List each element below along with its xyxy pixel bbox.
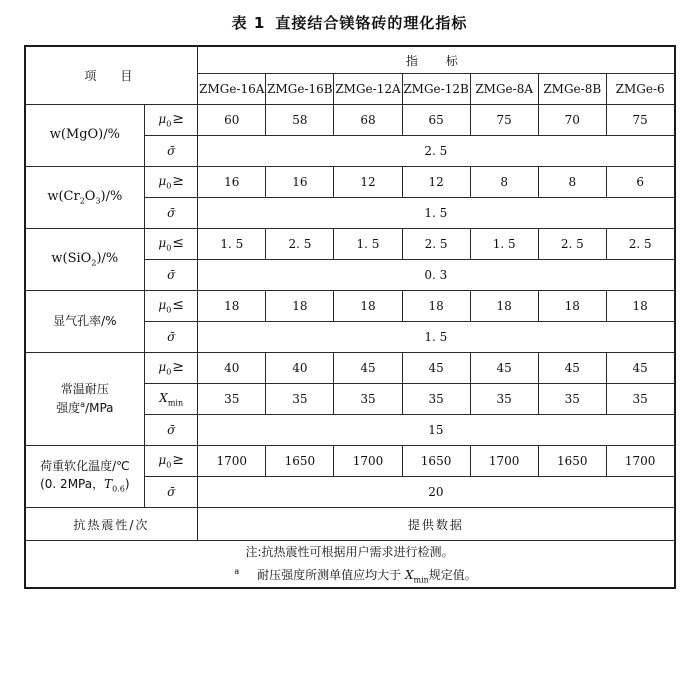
row-label-text: $w(Cr_2O_3)/\%$ bbox=[47, 189, 123, 206]
row-label-cr2o3 bbox=[25, 167, 145, 229]
cell-value: 12 bbox=[402, 167, 470, 198]
cell-value: 1. 5 bbox=[198, 229, 266, 260]
cell-value: 18 bbox=[266, 291, 334, 322]
header-grade-7: ZMGe-6 bbox=[606, 74, 674, 105]
cell-value: 35 bbox=[198, 384, 266, 415]
table-number: 表 1 bbox=[231, 14, 266, 32]
row-label-text: 显气孔率/% bbox=[53, 314, 117, 329]
cell-value: 45 bbox=[334, 353, 402, 384]
stat-symbol-mu-ge: $\mu_0\ge$ bbox=[145, 167, 198, 198]
cell-value: 18 bbox=[402, 291, 470, 322]
stat-symbol-sigma: σ̄ bbox=[145, 415, 198, 446]
stat-symbol-sigma: σ̄ bbox=[145, 477, 198, 508]
table-row bbox=[25, 446, 675, 477]
cell-value: 75 bbox=[470, 105, 538, 136]
table-row bbox=[25, 291, 675, 322]
header-grade-6: ZMGe-8B bbox=[538, 74, 606, 105]
cell-value: 65 bbox=[402, 105, 470, 136]
cell-value: 1650 bbox=[266, 446, 334, 477]
cell-value: 35 bbox=[266, 384, 334, 415]
row-label-sio2 bbox=[25, 229, 145, 291]
cell-value: 6 bbox=[606, 167, 674, 198]
cell-value: 75 bbox=[606, 105, 674, 136]
note-line-1: 注:抗热震性可根据用户需求进行检测。 bbox=[245, 545, 454, 559]
cell-value: 45 bbox=[606, 353, 674, 384]
cell-value: 40 bbox=[266, 353, 334, 384]
cell-value-sigma: 0. 3 bbox=[198, 260, 675, 291]
row-label-text: w(SiO$_2$)/% bbox=[51, 251, 119, 268]
stat-symbol-mu-le: $\mu_0\le$ bbox=[145, 229, 198, 260]
row-label-line2: 强度$^a$/MPa bbox=[56, 400, 114, 415]
cell-value: 35 bbox=[470, 384, 538, 415]
header-grade-5: ZMGe-8A bbox=[470, 74, 538, 105]
cell-value: 1. 5 bbox=[334, 229, 402, 260]
cell-value: 58 bbox=[266, 105, 334, 136]
table-head bbox=[25, 46, 675, 105]
cell-value-sigma: 2. 5 bbox=[198, 136, 675, 167]
row-label-line1: 荷重软化温度/℃ bbox=[40, 458, 130, 473]
cell-value: 35 bbox=[606, 384, 674, 415]
cell-value: 16 bbox=[266, 167, 334, 198]
cell-value: 1700 bbox=[334, 446, 402, 477]
cell-value: 35 bbox=[538, 384, 606, 415]
cell-value: 18 bbox=[334, 291, 402, 322]
row-label-mgo bbox=[25, 105, 145, 167]
row-label-thermal-shock: 抗热震性/次 bbox=[25, 508, 198, 541]
cell-value: 2. 5 bbox=[266, 229, 334, 260]
stat-symbol-sigma: σ̄ bbox=[145, 136, 198, 167]
row-label-text: w(MgO)/% bbox=[49, 127, 120, 143]
header-row-group bbox=[25, 46, 675, 74]
cell-value: 68 bbox=[334, 105, 402, 136]
cell-value: 16 bbox=[198, 167, 266, 198]
cell-value: 12 bbox=[334, 167, 402, 198]
stat-symbol-sigma: σ̄ bbox=[145, 198, 198, 229]
row-label-line2: (0. 2MPa，$T_{0.6}$) bbox=[40, 477, 130, 494]
table-notes bbox=[25, 541, 675, 589]
table-row bbox=[25, 105, 675, 136]
cell-value-sigma: 20 bbox=[198, 477, 675, 508]
stat-symbol-sigma: σ̄ bbox=[145, 322, 198, 353]
cell-value: 70 bbox=[538, 105, 606, 136]
stat-symbol-xmin: $X_{min}$ bbox=[145, 384, 198, 415]
table-row bbox=[25, 353, 675, 384]
cell-value: 18 bbox=[606, 291, 674, 322]
cell-value: 1650 bbox=[402, 446, 470, 477]
cell-value-sigma: 1. 5 bbox=[198, 198, 675, 229]
cell-value: 18 bbox=[198, 291, 266, 322]
cell-value: 18 bbox=[538, 291, 606, 322]
cell-value-sigma: 1. 5 bbox=[198, 322, 675, 353]
header-grade-2: ZMGe-16B bbox=[266, 74, 334, 105]
cell-value: 18 bbox=[470, 291, 538, 322]
table-title bbox=[0, 0, 699, 45]
table-row bbox=[25, 229, 675, 260]
cell-value: 1. 5 bbox=[470, 229, 538, 260]
header-index-group: 指 标 bbox=[198, 46, 675, 74]
cell-value: 8 bbox=[470, 167, 538, 198]
cell-value: 35 bbox=[402, 384, 470, 415]
cell-value: 1700 bbox=[606, 446, 674, 477]
cell-value: 2. 5 bbox=[402, 229, 470, 260]
row-label-refractoriness-under-load bbox=[25, 446, 145, 508]
cell-value: 35 bbox=[334, 384, 402, 415]
header-grade-1: ZMGe-16A bbox=[198, 74, 266, 105]
cell-value: 1650 bbox=[538, 446, 606, 477]
cell-value: 40 bbox=[198, 353, 266, 384]
table-row bbox=[25, 167, 675, 198]
note-line-2 bbox=[26, 564, 674, 588]
row-label-line1: 常温耐压 bbox=[60, 382, 109, 397]
cell-value: 45 bbox=[402, 353, 470, 384]
cell-value: 60 bbox=[198, 105, 266, 136]
header-item-column: 项 目 bbox=[25, 46, 198, 105]
table-body bbox=[25, 105, 675, 589]
table-row-notes bbox=[25, 541, 675, 589]
stat-symbol-mu-ge: $\mu_0\ge$ bbox=[145, 105, 198, 136]
cell-value-sigma: 15 bbox=[198, 415, 675, 446]
cell-value: 45 bbox=[538, 353, 606, 384]
row-label-cold-crushing-strength bbox=[25, 353, 145, 446]
stat-symbol-mu-le: $\mu_0\le$ bbox=[145, 291, 198, 322]
spec-table bbox=[24, 45, 676, 589]
row-label-apparent-porosity bbox=[25, 291, 145, 353]
header-grade-3: ZMGe-12A bbox=[334, 74, 402, 105]
cell-value: 8 bbox=[538, 167, 606, 198]
stat-symbol-mu-ge: $\mu_0\ge$ bbox=[145, 353, 198, 384]
stat-symbol-sigma: σ̄ bbox=[145, 260, 198, 291]
cell-value: 1700 bbox=[198, 446, 266, 477]
header-grade-4: ZMGe-12B bbox=[402, 74, 470, 105]
cell-value: 1700 bbox=[470, 446, 538, 477]
note-superscript-marker: a bbox=[234, 566, 240, 576]
cell-value: 2. 5 bbox=[538, 229, 606, 260]
stat-symbol-mu-ge: $\mu_0\ge$ bbox=[145, 446, 198, 477]
cell-value: 2. 5 bbox=[606, 229, 674, 260]
note-line-2-text: 耐压强度所测单值应均大于 $X_{min}$规定值。 bbox=[257, 567, 477, 585]
table-caption: 直接结合镁铬砖的理化指标 bbox=[275, 14, 468, 32]
cell-value-thermal-shock: 提供数据 bbox=[198, 508, 675, 541]
table-row bbox=[25, 508, 675, 541]
cell-value: 45 bbox=[470, 353, 538, 384]
